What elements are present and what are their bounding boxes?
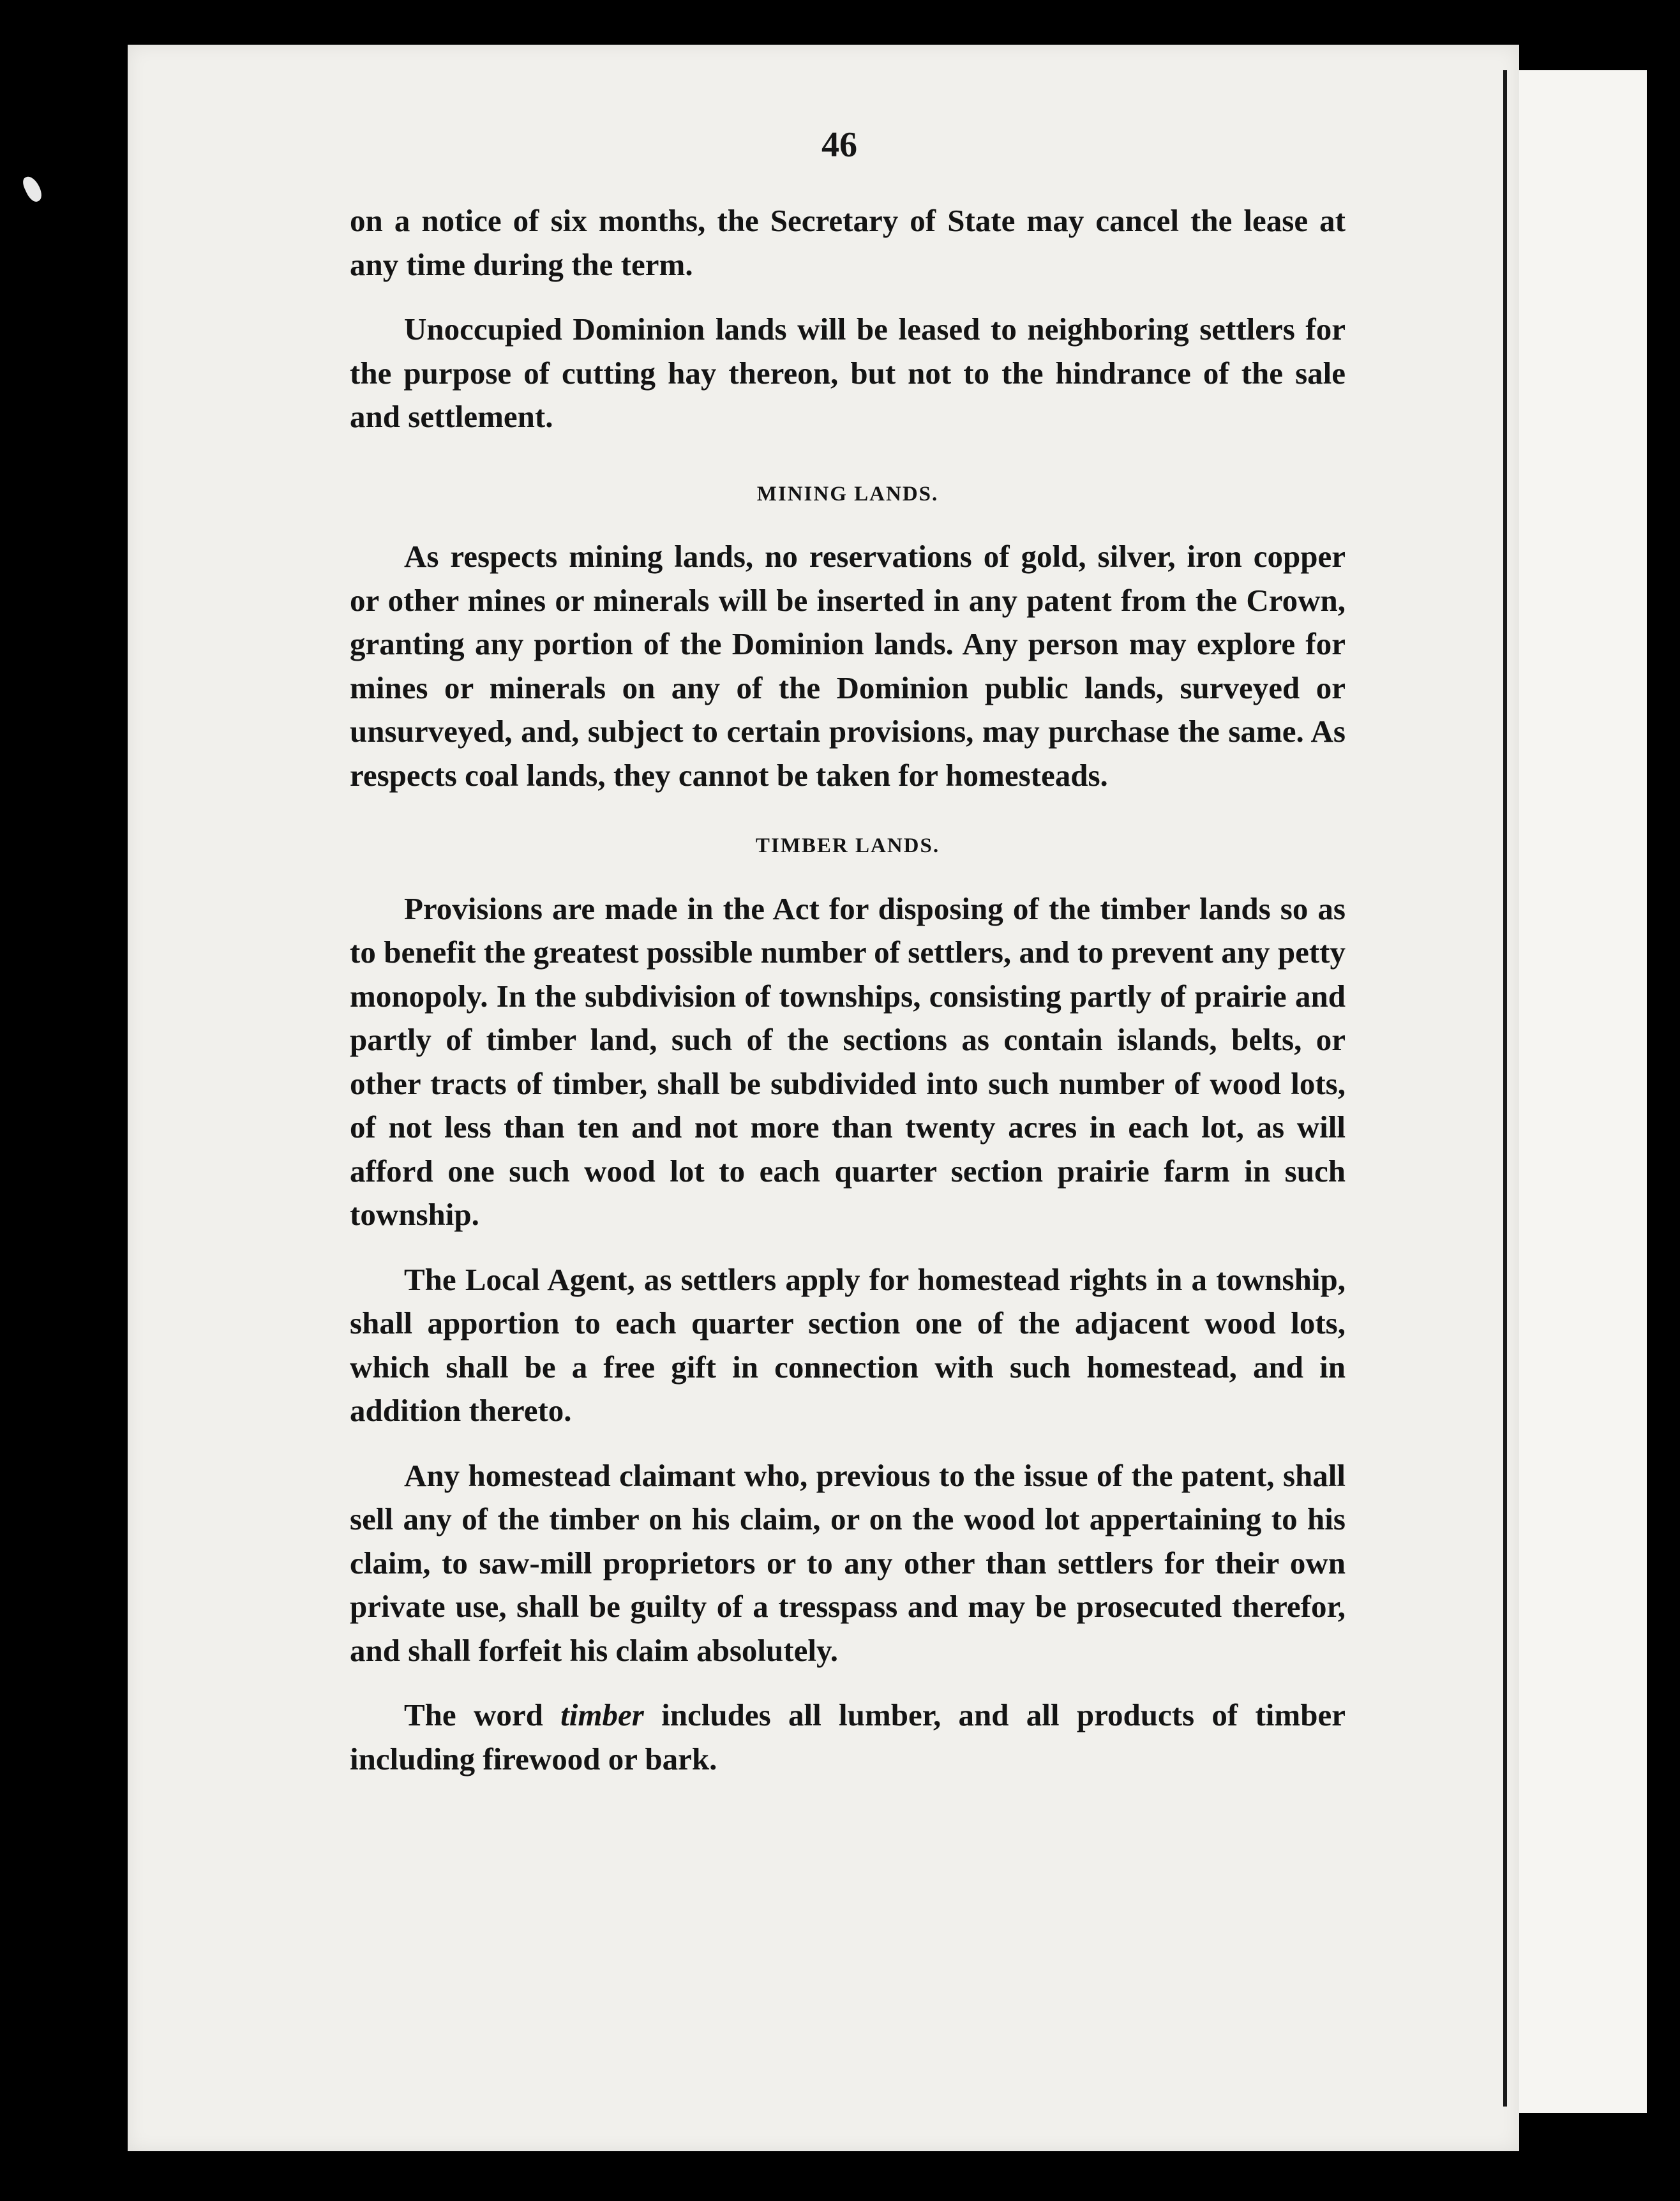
timber-def-start: The word (404, 1697, 561, 1732)
paragraph-timber-definition (350, 1694, 1346, 1781)
heading-mining-lands: MINING LANDS. (756, 482, 939, 506)
paragraph-mining-lands: As respects mining lands, no reservations of gold, silver, iron copper or other mines or minerals will be inserted in any patent from the Crown, granting any portion of the Dominion lands. Any person may explore for mines or minerals on any of the Dominion public lands, surveyed or unsurveyed, and, subject to certain provisions, may purchase the same. As respects coal lands, they cannot be taken for homesteads. (350, 539, 1346, 793)
timber-def-italic-word: timber (560, 1697, 644, 1732)
page-body (350, 199, 1346, 1781)
page-number: 46 (821, 125, 857, 165)
timber-def-end: includes all lumber, and all products of timber including firewood or bark. (350, 1697, 1346, 1777)
paragraph-local-agent: The Local Agent, as settlers apply for homestead rights in a township, shall apportion to each quarter section one of the adjacent wood lots, which shall be a free gift in connection with such homestead, and in addition thereto. (350, 1261, 1346, 1428)
paragraph-hay-lease: Unoccupied Dominion lands will be leased to neighboring settlers for the purpose of cutting hay thereon, but not to the hindrance of the sale and settlement. (350, 312, 1346, 434)
paragraph-lease-cancel: on a notice of six months, the Secretary of State may cancel the lease at any time during the term. (350, 203, 1346, 282)
paragraph-timber-provisions: Provisions are made in the Act for disposing of the timber lands so as to benefit the greatest possible number of settlers, and to prevent any petty monopoly. In the subdivision of townships, consisting partly of prairie and partly of timber land, such of the sections as contain islands, belts, or other tracts of timber, shall be subdivided into such number of wood lots, of not less than ten and not more than twenty acres in each lot, as will afford one such wood lot to each quarter section prairie farm in such township. (350, 890, 1346, 1232)
scan-speck (20, 174, 45, 204)
facing-page (1519, 70, 1647, 2113)
heading-timber-lands: TIMBER LANDS. (755, 834, 940, 857)
paragraph-homestead-claimant: Any homestead claimant who, previous to the issue of the patent, shall sell any of the timber on his claim, or on the wood lot appertaining to his claim, to saw-mill proprietors or to any other than settlers for their own private use, shall be guilty of a tresspass and may be prosecuted therefor, and shall forfeit his claim absolutely. (350, 1457, 1346, 1668)
page-edge-shadow (1503, 70, 1507, 2107)
